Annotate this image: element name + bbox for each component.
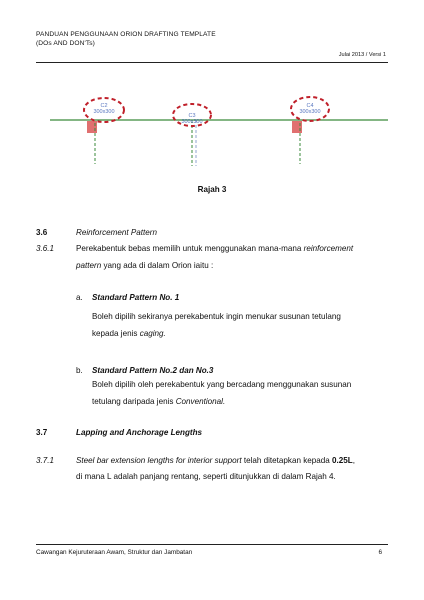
footer-rule: [36, 544, 388, 545]
support-right: [292, 121, 302, 133]
list-title-a: Standard Pattern No. 1: [92, 293, 180, 302]
figure-rajah-3: [36, 90, 388, 166]
subsection-number-3-7-1: 3.7.1: [36, 456, 55, 465]
text-run-italic: pattern: [76, 261, 102, 270]
text-run: ,: [352, 456, 355, 465]
paragraph-3-7-1-line1: [76, 452, 355, 469]
text-run-italic: Conventional.: [175, 397, 226, 406]
paragraph-3-7-1-line2: di mana L adalah panjang rentang, seperti ditunjukkan di dalam Rajah 4.: [76, 472, 336, 481]
header-title: PANDUAN PENGGUNAAN ORION DRAFTING TEMPLATE: [36, 31, 216, 38]
text-run: Perekabentuk bebas memilih untuk menggunakan mana-mana: [76, 244, 304, 253]
list-a-line2: [92, 325, 166, 342]
list-a-line1: Boleh dipilih sekiranya perekabentuk ingin menukar susunan tetulang: [92, 312, 341, 321]
support-left: [87, 121, 97, 133]
column-label-c3: C3 300x300: [181, 113, 203, 125]
text-run: telah ditetapkan kepada: [241, 456, 333, 465]
list-marker-b: b.: [76, 366, 83, 375]
text-run: kepada jenis: [92, 329, 140, 338]
text-run-bold: 0.25L: [332, 456, 353, 465]
header-version: Julai 2013 / Versi 1: [338, 52, 386, 58]
header-subtitle: (DOs AND DON'Ts): [36, 40, 95, 47]
footer-text: Cawangan Kejuruteraan Awam, Struktur dan Jambatan: [36, 549, 193, 556]
header-rule: [36, 62, 388, 63]
paragraph-3-6-1-line1: [76, 240, 353, 257]
list-marker-a: a.: [76, 293, 83, 302]
text-run: tetulang daripada jenis: [92, 397, 176, 406]
paragraph-3-6-1-line2: [76, 257, 213, 274]
list-b-line1: Boleh dipilih oleh perekabentuk yang bercadang menggunakan susunan: [92, 380, 352, 389]
column-label-c4: C4 300x300: [299, 103, 321, 115]
section-number-3-7: 3.7: [36, 428, 48, 437]
text-run-italic: caging.: [139, 329, 166, 338]
list-b-line2: [92, 393, 225, 410]
column-label-c2: C2 300x300: [93, 103, 115, 115]
section-number-3-6: 3.6: [36, 228, 48, 237]
text-run-italic: reinforcement: [303, 244, 354, 253]
list-title-b: Standard Pattern No.2 dan No.3: [92, 366, 214, 375]
figure-caption: Rajah 3: [197, 185, 227, 194]
section-title-3-7: Lapping and Anchorage Lengths: [76, 428, 203, 437]
text-run: yang ada di dalam Orion iaitu :: [101, 261, 214, 270]
page-number: 6: [378, 549, 382, 556]
subsection-number-3-6-1: 3.6.1: [36, 244, 55, 253]
section-title-3-6: Reinforcement Pattern: [76, 228, 157, 237]
text-run-italic: Steel bar extension lengths for interior support: [76, 456, 242, 465]
